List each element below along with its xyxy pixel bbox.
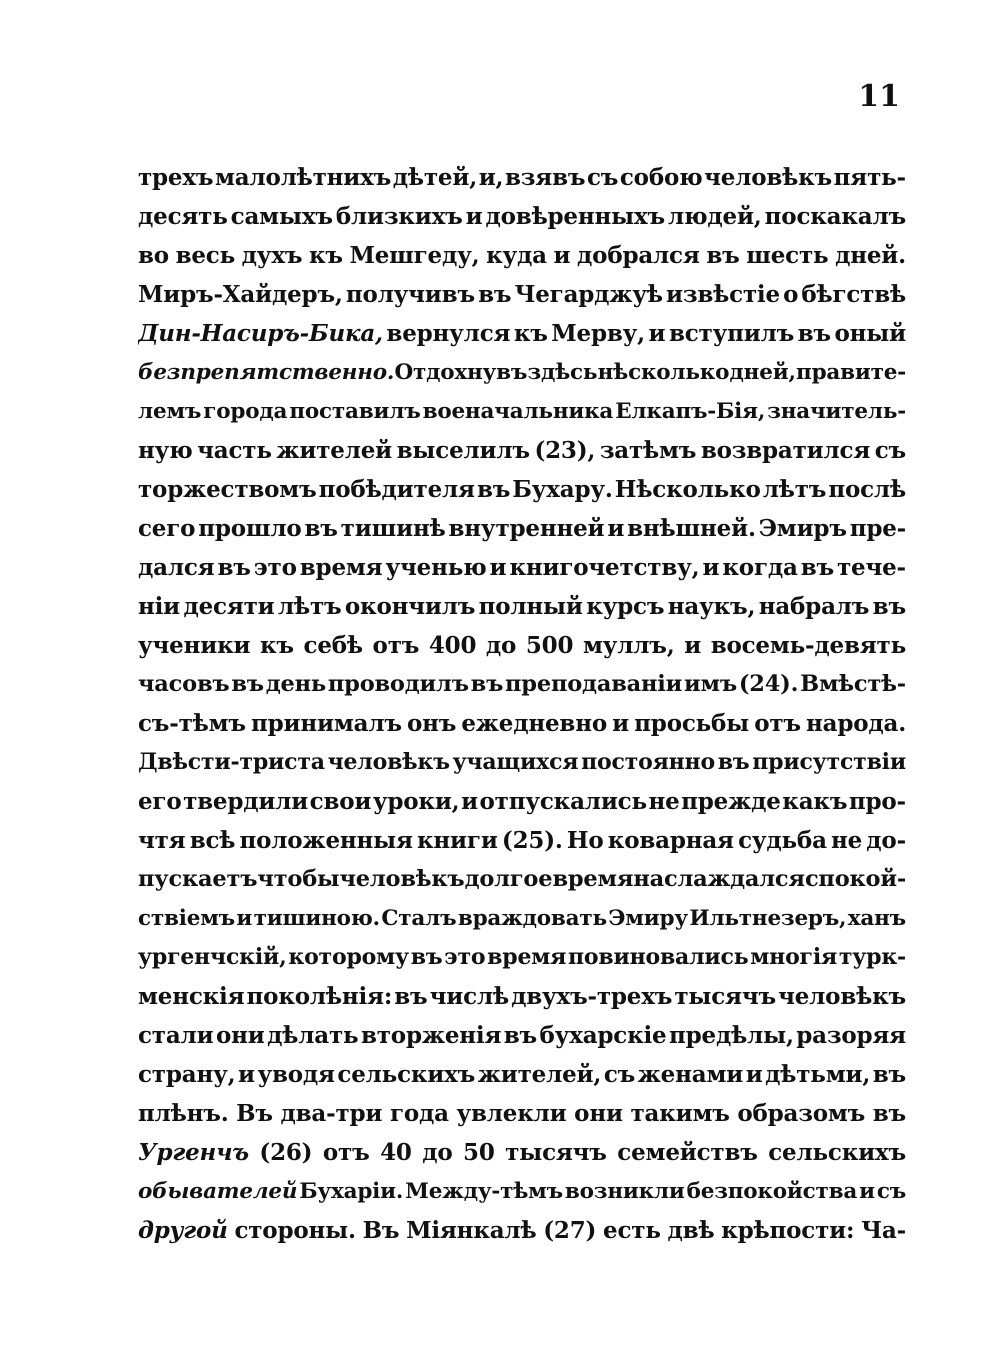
word: и (648, 320, 666, 347)
word: уроки, (372, 788, 460, 815)
word: въ (717, 749, 750, 775)
word: двухъ-трехъ (511, 983, 673, 1010)
word: внѣшней. (627, 515, 756, 542)
word: отъ (754, 710, 801, 737)
word: не (831, 827, 863, 854)
word: (23), (534, 437, 596, 464)
text-line (138, 158, 906, 197)
word: въ (231, 671, 264, 697)
word: сельскихъ (337, 1061, 476, 1088)
word: муллъ, (582, 632, 675, 659)
text-line (138, 1094, 906, 1133)
word: положенныя (239, 827, 413, 854)
word: ученики (138, 632, 251, 659)
text-line (138, 236, 906, 275)
word: дался (138, 554, 215, 581)
word: поставилъ (289, 399, 421, 424)
text-line (138, 1133, 906, 1172)
word: довѣренныхъ (485, 203, 665, 230)
word: повиновались (568, 944, 749, 970)
word: тишиною. (253, 906, 380, 931)
body-text (138, 158, 906, 1250)
word: образомъ (737, 1100, 866, 1127)
word: часовъ (138, 671, 230, 697)
word: людей, (667, 203, 762, 230)
word: десять (138, 203, 228, 230)
word: Дин-Насиръ-Бика, (138, 320, 383, 347)
word: Нѣсколько (614, 476, 761, 503)
word: и (607, 515, 625, 542)
word: въ (872, 593, 906, 620)
word: присутствіи (752, 749, 906, 775)
word: стали (138, 1022, 214, 1049)
word: человѣкъ (339, 866, 465, 892)
word: тысячъ (505, 1139, 607, 1166)
word: (26) (259, 1139, 313, 1166)
word: и (745, 1061, 763, 1088)
word: твердили (183, 788, 309, 815)
word: числѣ (429, 983, 509, 1010)
word: вернулся (386, 320, 511, 347)
text-line (138, 899, 906, 938)
word: въ (217, 554, 251, 581)
word: отъ (372, 632, 420, 659)
word: во (138, 242, 169, 269)
word: 500 (525, 632, 574, 659)
word: и (702, 554, 720, 581)
word: къ (513, 320, 548, 347)
word: страну, (138, 1061, 236, 1088)
word: 400 (428, 632, 477, 659)
word: не (648, 788, 680, 815)
text-line (138, 665, 906, 704)
word: ургенчскій, (138, 944, 287, 970)
word: затѣмъ (599, 437, 697, 464)
word: Эмиру (608, 906, 688, 931)
word: турк- (838, 944, 906, 970)
word: ніи (138, 593, 181, 620)
word: дѣтей, (392, 164, 478, 191)
word: возвратился (700, 437, 871, 464)
word: десяти (183, 593, 275, 620)
word: разоряя (796, 1022, 906, 1049)
word: бухарскіе (539, 1022, 667, 1049)
text-line (138, 431, 906, 470)
word: (27) (543, 1217, 597, 1244)
word: побѣдителя (318, 476, 475, 503)
word: Миръ-Хайдеръ, (138, 281, 343, 308)
word: Отдохнувъ (394, 360, 528, 385)
word: человѣкъ (778, 983, 906, 1010)
word: Но (566, 827, 604, 854)
word: до (485, 632, 517, 659)
word: и (612, 710, 630, 737)
word: Въ (362, 1217, 400, 1244)
word: и, (478, 164, 504, 191)
word: время (552, 866, 634, 892)
word: есть (603, 1217, 661, 1244)
word: къ (260, 632, 294, 659)
text-line (138, 821, 906, 860)
word: поскакалъ (764, 203, 906, 230)
word: взявъ (505, 164, 586, 191)
word: добрался (577, 242, 700, 269)
word: и (489, 554, 507, 581)
word: про- (848, 788, 906, 815)
word: всѣ (189, 827, 236, 854)
text-line (138, 314, 906, 353)
word: 50 (463, 1139, 495, 1166)
word: куда (486, 242, 547, 269)
word: города (203, 399, 288, 424)
word: прежде (681, 788, 781, 815)
word: Ча- (861, 1217, 906, 1244)
word: и (465, 203, 483, 230)
word: крѣпости: (721, 1217, 855, 1244)
word: чтя (138, 827, 186, 854)
word: (25). (501, 827, 563, 854)
word: свои (309, 788, 372, 815)
word: оный (834, 320, 906, 347)
word: Въ (236, 1100, 273, 1127)
word: чтобы (257, 866, 340, 892)
word: внутренней (448, 515, 605, 542)
text-line (138, 197, 906, 236)
word: безпокойства (686, 1179, 858, 1204)
word: когда (722, 554, 798, 581)
text-line (138, 392, 906, 431)
word: ученью (385, 554, 487, 581)
word: въ (476, 476, 511, 503)
word: съ-тѣмъ (138, 710, 246, 737)
word: правите- (796, 360, 906, 385)
text-line (138, 743, 906, 782)
word: дѣтьми, (765, 1061, 871, 1088)
word: постоянно (581, 749, 715, 775)
text-line (138, 1172, 906, 1211)
word: получивъ (345, 281, 475, 308)
word: тысячъ (674, 983, 776, 1010)
text-line (138, 1211, 906, 1250)
word: Вмѣстѣ- (800, 671, 906, 697)
word: ствіемъ (138, 906, 235, 931)
word: плѣнъ. (138, 1100, 229, 1127)
word: (24). (738, 671, 799, 697)
word: имъ (684, 671, 737, 697)
word: окончилъ (344, 593, 476, 620)
word: Между-тѣмъ (405, 1179, 563, 1204)
word: значитель- (767, 399, 906, 424)
word: они (215, 1022, 265, 1049)
word: уводя (257, 1061, 335, 1088)
word: проводилъ (327, 671, 469, 697)
word: съ (876, 1179, 906, 1204)
word: въ (872, 1100, 906, 1127)
word: другой (138, 1217, 228, 1244)
word: день (265, 671, 326, 697)
text-line (138, 977, 906, 1016)
word: Ильтнезеръ, (689, 906, 847, 931)
word: дней, (729, 360, 796, 385)
word: книги (417, 827, 498, 854)
word: увлекли (456, 1100, 567, 1127)
word: поколѣнія: (246, 983, 393, 1010)
word: время (487, 944, 567, 970)
word: бѣгствѣ (801, 281, 906, 308)
word: пре- (849, 515, 906, 542)
word: и (461, 788, 478, 815)
word: въ (800, 554, 834, 581)
word: сего (138, 515, 196, 542)
word: преподаваніи (505, 671, 683, 697)
word: Чегарджуѣ (514, 281, 663, 308)
word: пускаетъ (138, 866, 258, 892)
word: часть (197, 437, 272, 464)
text-line (138, 587, 906, 626)
word: книгочетству, (509, 554, 700, 581)
word: дней. (835, 242, 906, 269)
word: малолѣтнихъ (214, 164, 392, 191)
word: въ (410, 944, 443, 970)
text-line (138, 938, 906, 977)
word: въ (470, 671, 504, 697)
word: человѣкъ (327, 749, 450, 775)
word: предѣлы, (669, 1022, 794, 1049)
word: враждовать (457, 906, 607, 931)
text-line (138, 782, 906, 821)
text-line (138, 275, 906, 314)
word: отъ (322, 1139, 370, 1166)
word: въ (394, 983, 428, 1010)
word: Міянкалѣ (406, 1217, 537, 1244)
word: курсъ (586, 593, 665, 620)
word: такимъ (630, 1100, 730, 1127)
word: и (859, 1179, 875, 1204)
word: Елкапъ-Бія, (615, 399, 766, 424)
word: они (574, 1100, 623, 1127)
word: возникли (564, 1179, 685, 1204)
word: стороны. (234, 1217, 356, 1244)
word: пять- (833, 164, 906, 191)
word: лѣтъ (277, 593, 342, 620)
text-line (138, 860, 906, 899)
word: отпускались (479, 788, 647, 815)
word: его (138, 788, 182, 815)
word: нѣсколько (597, 360, 730, 385)
word: это (253, 554, 297, 581)
text-line (138, 1016, 906, 1055)
word: Двѣсти-триста (138, 749, 325, 775)
text-line (138, 626, 906, 665)
word: наслаждался (633, 866, 805, 892)
word: въ (706, 242, 740, 269)
word: Эмиръ (758, 515, 847, 542)
word: извѣстіе (665, 281, 780, 308)
text-line (138, 1055, 906, 1094)
word: ную (138, 437, 193, 464)
word: лемъ (138, 399, 202, 424)
word: самыхъ (230, 203, 333, 230)
word: весь (175, 242, 236, 269)
word: долгое (464, 866, 553, 892)
word: въ (797, 320, 831, 347)
word: онъ (406, 710, 457, 737)
word: двѣ (667, 1217, 715, 1244)
word: вступилъ (668, 320, 795, 347)
word: спокой- (804, 866, 906, 892)
word: просьбы (634, 710, 750, 737)
word: съ (874, 437, 906, 464)
word: Мешгеду, (349, 242, 480, 269)
word: къ (308, 242, 343, 269)
word: и (684, 632, 702, 659)
word: Бухаріи. (299, 1179, 404, 1204)
word: менскія (138, 983, 245, 1010)
word: торжествомъ (138, 476, 317, 503)
word: дѣлать (267, 1022, 359, 1049)
word: тече- (836, 554, 906, 581)
word: вторженія (360, 1022, 502, 1049)
word: учащихся (452, 749, 579, 775)
word: послѣ (828, 476, 906, 503)
word: въ (872, 1061, 906, 1088)
word: съ (603, 1061, 636, 1088)
word: ежедневно (461, 710, 607, 737)
word: года (389, 1100, 449, 1127)
word: въ (503, 1022, 538, 1049)
word: собою (619, 164, 703, 191)
word: трехъ (138, 164, 214, 191)
text-line (138, 353, 906, 392)
word: это (444, 944, 486, 970)
text-line (138, 470, 906, 509)
word: народа. (806, 710, 906, 737)
word: тишинѣ (340, 515, 446, 542)
word: въ (304, 515, 338, 542)
word: и (553, 242, 571, 269)
word: судьба (738, 827, 827, 854)
word: Ургенчъ (138, 1139, 249, 1166)
word: здѣсь (527, 360, 598, 385)
word: въ (478, 281, 512, 308)
word: которому (288, 944, 409, 970)
word: женами (637, 1061, 744, 1088)
word: многія (750, 944, 838, 970)
word: лѣтъ (762, 476, 827, 503)
word: Бухару. (512, 476, 613, 503)
word: Мерву, (551, 320, 645, 347)
word: прошло (198, 515, 302, 542)
word: человѣкъ (704, 164, 832, 191)
word: наукъ, (667, 593, 756, 620)
word: два-три (280, 1100, 383, 1127)
word: шесть (746, 242, 829, 269)
word: и (236, 906, 253, 931)
word: набралъ (758, 593, 870, 620)
page-number: 11 (858, 79, 900, 114)
word: выселилъ (396, 437, 530, 464)
word: до- (866, 827, 906, 854)
word: ханъ (847, 906, 906, 931)
word: до (422, 1139, 453, 1166)
text-line (138, 704, 906, 743)
word: духъ (241, 242, 303, 269)
word: принималъ (251, 710, 402, 737)
word: Сталъ (381, 906, 457, 931)
word: съ (586, 164, 619, 191)
word: военачальника (422, 399, 614, 424)
word: о (783, 281, 799, 308)
text-line (138, 548, 906, 587)
word: 40 (380, 1139, 412, 1166)
word: восемь-девять (710, 632, 906, 659)
word: семействъ (617, 1139, 758, 1166)
word: какъ (782, 788, 848, 815)
word: коварная (607, 827, 734, 854)
word: сельскихъ (768, 1139, 906, 1166)
word: близкихъ (335, 203, 463, 230)
word: себѣ (303, 632, 363, 659)
word: полный (478, 593, 583, 620)
text-line (138, 509, 906, 548)
word: время (299, 554, 383, 581)
word: жителей (276, 437, 393, 464)
word: обывателей (138, 1179, 298, 1204)
word: жителей, (477, 1061, 602, 1088)
word: безпрепятственно. (138, 360, 395, 385)
word: и (238, 1061, 255, 1088)
